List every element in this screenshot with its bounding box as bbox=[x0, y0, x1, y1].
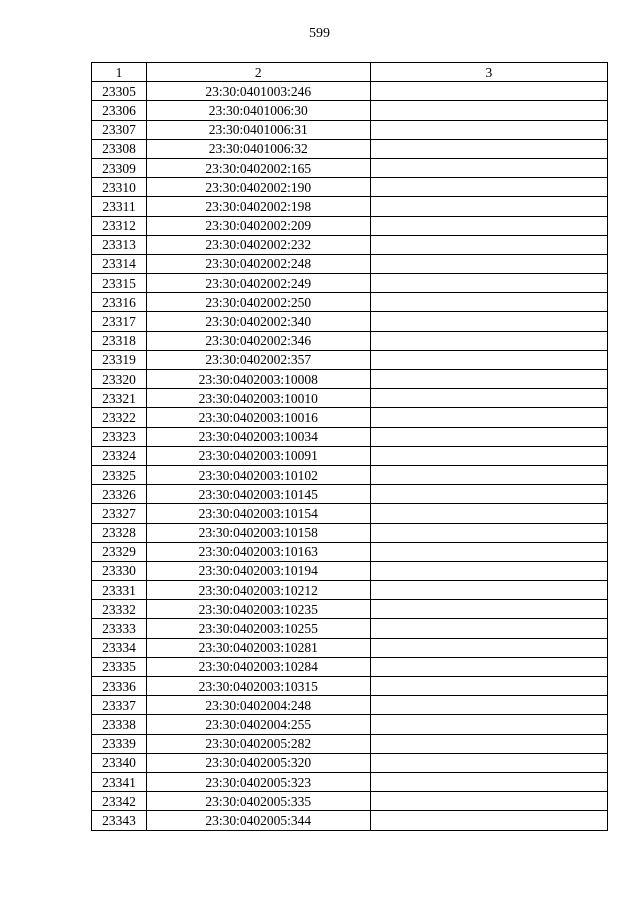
row-number-cell: 23319 bbox=[92, 350, 147, 369]
row-number-cell: 23334 bbox=[92, 638, 147, 657]
row-number-cell: 23328 bbox=[92, 523, 147, 542]
note-cell bbox=[370, 350, 607, 369]
cadastral-number-cell: 23:30:0402002:232 bbox=[146, 235, 370, 254]
note-cell bbox=[370, 101, 607, 120]
row-number-cell: 23337 bbox=[92, 696, 147, 715]
table-row bbox=[92, 734, 608, 753]
cadastral-number-cell: 23:30:0402002:248 bbox=[146, 254, 370, 273]
note-cell bbox=[370, 523, 607, 542]
cadastral-number-cell: 23:30:0402002:165 bbox=[146, 158, 370, 177]
note-cell bbox=[370, 465, 607, 484]
cadastral-number-cell: 23:30:0402003:10034 bbox=[146, 427, 370, 446]
cadastral-number-cell: 23:30:0402003:10091 bbox=[146, 446, 370, 465]
cadastral-number-cell: 23:30:0402002:340 bbox=[146, 312, 370, 331]
header-row bbox=[92, 63, 608, 82]
table-row bbox=[92, 485, 608, 504]
row-number-cell: 23325 bbox=[92, 465, 147, 484]
row-number-cell: 23338 bbox=[92, 715, 147, 734]
table-row bbox=[92, 120, 608, 139]
table-row bbox=[92, 350, 608, 369]
note-cell bbox=[370, 139, 607, 158]
row-number-cell: 23323 bbox=[92, 427, 147, 446]
row-number-cell: 23310 bbox=[92, 178, 147, 197]
table-row bbox=[92, 677, 608, 696]
row-number-cell: 23313 bbox=[92, 235, 147, 254]
cadastral-number-cell: 23:30:0402003:10212 bbox=[146, 581, 370, 600]
row-number-cell: 23306 bbox=[92, 101, 147, 120]
table-row bbox=[92, 408, 608, 427]
row-number-cell: 23318 bbox=[92, 331, 147, 350]
cadastral-table bbox=[91, 62, 608, 831]
table-row bbox=[92, 504, 608, 523]
table-row bbox=[92, 216, 608, 235]
cadastral-number-cell: 23:30:0402003:10010 bbox=[146, 389, 370, 408]
table-row bbox=[92, 581, 608, 600]
table-row bbox=[92, 523, 608, 542]
table-header bbox=[92, 63, 608, 82]
table-row bbox=[92, 638, 608, 657]
row-number-cell: 23321 bbox=[92, 389, 147, 408]
cadastral-number-cell: 23:30:0402002:198 bbox=[146, 197, 370, 216]
note-cell bbox=[370, 696, 607, 715]
table-row bbox=[92, 696, 608, 715]
note-cell bbox=[370, 235, 607, 254]
row-number-cell: 23311 bbox=[92, 197, 147, 216]
cadastral-number-cell: 23:30:0401006:31 bbox=[146, 120, 370, 139]
row-number-cell: 23329 bbox=[92, 542, 147, 561]
row-number-cell: 23309 bbox=[92, 158, 147, 177]
cadastral-number-cell: 23:30:0402003:10194 bbox=[146, 561, 370, 580]
note-cell bbox=[370, 734, 607, 753]
row-number-cell: 23340 bbox=[92, 753, 147, 772]
table-row bbox=[92, 312, 608, 331]
cadastral-number-cell: 23:30:0401006:32 bbox=[146, 139, 370, 158]
table-row bbox=[92, 139, 608, 158]
row-number-cell: 23317 bbox=[92, 312, 147, 331]
table-row bbox=[92, 542, 608, 561]
note-cell bbox=[370, 792, 607, 811]
row-number-cell: 23336 bbox=[92, 677, 147, 696]
note-cell bbox=[370, 331, 607, 350]
note-cell bbox=[370, 542, 607, 561]
column-header-3: 3 bbox=[370, 63, 607, 82]
note-cell bbox=[370, 657, 607, 676]
table-row bbox=[92, 178, 608, 197]
row-number-cell: 23307 bbox=[92, 120, 147, 139]
table-row bbox=[92, 82, 608, 101]
note-cell bbox=[370, 293, 607, 312]
table-row bbox=[92, 274, 608, 293]
row-number-cell: 23343 bbox=[92, 811, 147, 830]
cadastral-number-cell: 23:30:0402003:10008 bbox=[146, 370, 370, 389]
cadastral-number-cell: 23:30:0402002:249 bbox=[146, 274, 370, 293]
cadastral-number-cell: 23:30:0402003:10255 bbox=[146, 619, 370, 638]
table-row bbox=[92, 101, 608, 120]
table-row bbox=[92, 446, 608, 465]
table-row bbox=[92, 254, 608, 273]
note-cell bbox=[370, 638, 607, 657]
row-number-cell: 23342 bbox=[92, 792, 147, 811]
table-row bbox=[92, 811, 608, 830]
row-number-cell: 23330 bbox=[92, 561, 147, 580]
note-cell bbox=[370, 158, 607, 177]
table-row bbox=[92, 465, 608, 484]
cadastral-number-cell: 23:30:0402005:344 bbox=[146, 811, 370, 830]
row-number-cell: 23339 bbox=[92, 734, 147, 753]
cadastral-number-cell: 23:30:0402003:10235 bbox=[146, 600, 370, 619]
note-cell bbox=[370, 312, 607, 331]
note-cell bbox=[370, 216, 607, 235]
row-number-cell: 23332 bbox=[92, 600, 147, 619]
table-row bbox=[92, 657, 608, 676]
row-number-cell: 23320 bbox=[92, 370, 147, 389]
note-cell bbox=[370, 811, 607, 830]
cadastral-number-cell: 23:30:0402005:323 bbox=[146, 772, 370, 791]
table-row bbox=[92, 792, 608, 811]
cadastral-number-cell: 23:30:0402005:335 bbox=[146, 792, 370, 811]
note-cell bbox=[370, 600, 607, 619]
note-cell bbox=[370, 772, 607, 791]
row-number-cell: 23335 bbox=[92, 657, 147, 676]
note-cell bbox=[370, 581, 607, 600]
table-row bbox=[92, 753, 608, 772]
table-row bbox=[92, 331, 608, 350]
cadastral-number-cell: 23:30:0402002:250 bbox=[146, 293, 370, 312]
cadastral-number-cell: 23:30:0402002:190 bbox=[146, 178, 370, 197]
note-cell bbox=[370, 197, 607, 216]
row-number-cell: 23322 bbox=[92, 408, 147, 427]
note-cell bbox=[370, 427, 607, 446]
note-cell bbox=[370, 370, 607, 389]
column-header-1: 1 bbox=[92, 63, 147, 82]
cadastral-number-cell: 23:30:0402002:209 bbox=[146, 216, 370, 235]
note-cell bbox=[370, 677, 607, 696]
cadastral-number-cell: 23:30:0402003:10163 bbox=[146, 542, 370, 561]
cadastral-number-cell: 23:30:0402004:255 bbox=[146, 715, 370, 734]
cadastral-number-cell: 23:30:0402003:10158 bbox=[146, 523, 370, 542]
row-number-cell: 23333 bbox=[92, 619, 147, 638]
cadastral-number-cell: 23:30:0402002:357 bbox=[146, 350, 370, 369]
table-row bbox=[92, 370, 608, 389]
row-number-cell: 23305 bbox=[92, 82, 147, 101]
table-row bbox=[92, 600, 608, 619]
cadastral-number-cell: 23:30:0402003:10281 bbox=[146, 638, 370, 657]
table-row bbox=[92, 235, 608, 254]
note-cell bbox=[370, 753, 607, 772]
row-number-cell: 23341 bbox=[92, 772, 147, 791]
column-header-2: 2 bbox=[146, 63, 370, 82]
cadastral-number-cell: 23:30:0401003:246 bbox=[146, 82, 370, 101]
table-row bbox=[92, 197, 608, 216]
cadastral-number-cell: 23:30:0402003:10102 bbox=[146, 465, 370, 484]
note-cell bbox=[370, 619, 607, 638]
note-cell bbox=[370, 120, 607, 139]
page-number: 599 bbox=[309, 26, 330, 41]
table-row bbox=[92, 619, 608, 638]
note-cell bbox=[370, 504, 607, 523]
table-row bbox=[92, 715, 608, 734]
note-cell bbox=[370, 82, 607, 101]
row-number-cell: 23324 bbox=[92, 446, 147, 465]
cadastral-number-cell: 23:30:0402005:282 bbox=[146, 734, 370, 753]
cadastral-number-cell: 23:30:0402003:10145 bbox=[146, 485, 370, 504]
table-row bbox=[92, 389, 608, 408]
note-cell bbox=[370, 485, 607, 504]
row-number-cell: 23308 bbox=[92, 139, 147, 158]
table-row bbox=[92, 561, 608, 580]
note-cell bbox=[370, 254, 607, 273]
row-number-cell: 23312 bbox=[92, 216, 147, 235]
row-number-cell: 23315 bbox=[92, 274, 147, 293]
row-number-cell: 23326 bbox=[92, 485, 147, 504]
note-cell bbox=[370, 446, 607, 465]
row-number-cell: 23316 bbox=[92, 293, 147, 312]
cadastral-number-cell: 23:30:0401006:30 bbox=[146, 101, 370, 120]
cadastral-number-cell: 23:30:0402004:248 bbox=[146, 696, 370, 715]
table-body bbox=[92, 82, 608, 830]
cadastral-number-cell: 23:30:0402002:346 bbox=[146, 331, 370, 350]
note-cell bbox=[370, 274, 607, 293]
cadastral-number-cell: 23:30:0402003:10154 bbox=[146, 504, 370, 523]
table-row bbox=[92, 427, 608, 446]
note-cell bbox=[370, 408, 607, 427]
cadastral-number-cell: 23:30:0402003:10315 bbox=[146, 677, 370, 696]
row-number-cell: 23314 bbox=[92, 254, 147, 273]
table-row bbox=[92, 158, 608, 177]
cadastral-number-cell: 23:30:0402003:10016 bbox=[146, 408, 370, 427]
table-row bbox=[92, 772, 608, 791]
cadastral-number-cell: 23:30:0402003:10284 bbox=[146, 657, 370, 676]
table-row bbox=[92, 293, 608, 312]
note-cell bbox=[370, 561, 607, 580]
row-number-cell: 23327 bbox=[92, 504, 147, 523]
row-number-cell: 23331 bbox=[92, 581, 147, 600]
cadastral-number-cell: 23:30:0402005:320 bbox=[146, 753, 370, 772]
note-cell bbox=[370, 715, 607, 734]
note-cell bbox=[370, 178, 607, 197]
note-cell bbox=[370, 389, 607, 408]
